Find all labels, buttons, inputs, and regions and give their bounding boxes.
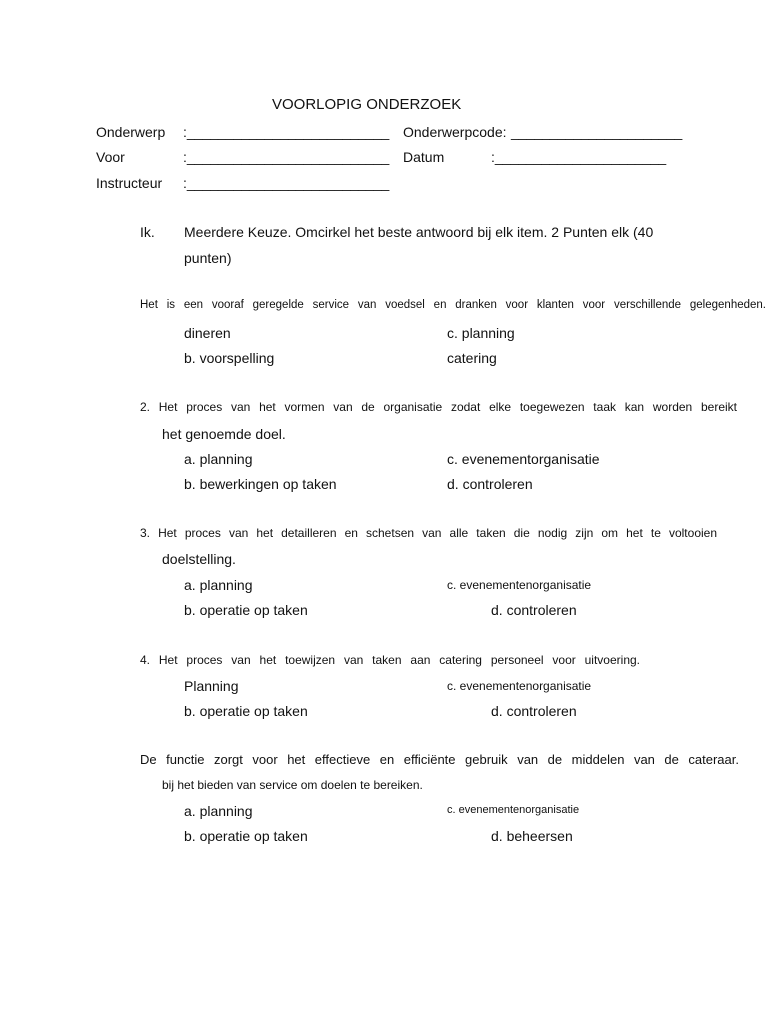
option-c[interactable]: c. evenementenorganisatie [447, 578, 592, 592]
datum-label: Datum [403, 149, 445, 165]
section-line-1: Meerdere Keuze. Omcirkel het beste antwoord bij elk item. 2 Punten elk (40 [184, 224, 654, 240]
onderwerpcode-label: Onderwerpcode: [403, 124, 507, 140]
option-c[interactable]: c. evenementorganisatie [447, 451, 600, 467]
question-text-line-2: doelstelling. [162, 551, 236, 567]
datum-field[interactable]: :______________________ [491, 149, 667, 165]
option-b[interactable]: b. operatie op taken [184, 703, 308, 719]
question-text: 3. Het proces van het detailleren en schetsen van alle taken die nodig zijn om het te voltooien [140, 526, 717, 540]
instructeur-field[interactable]: :__________________________ [183, 175, 390, 191]
option-d[interactable]: d. controleren [491, 703, 577, 719]
option-d[interactable]: d. controleren [491, 602, 577, 618]
section-line-2: punten) [184, 250, 232, 266]
instructeur-label: Instructeur [96, 175, 163, 191]
onderwerpcode-field[interactable]: ______________________ [511, 124, 683, 140]
voor-label: Voor [96, 149, 125, 165]
option-d[interactable]: d. controleren [447, 476, 533, 492]
option-c[interactable]: c. evenementenorganisatie [447, 804, 580, 816]
section-number: Ik. [140, 224, 155, 240]
option-d[interactable]: d. beheersen [491, 828, 573, 844]
option-a[interactable]: a. planning [184, 577, 253, 593]
option-b[interactable]: b. bewerkingen op taken [184, 476, 337, 492]
question-text: 4. Het proces van het toewijzen van taken aan catering personeel voor uitvoering. [140, 653, 640, 667]
option-b[interactable]: b. voorspelling [184, 350, 275, 366]
option-b[interactable]: b. operatie op taken [184, 602, 308, 618]
option-b[interactable]: b. operatie op taken [184, 828, 308, 844]
page-title: VOORLOPIG ONDERZOEK [272, 96, 462, 113]
option-a[interactable]: a. planning [184, 803, 253, 819]
option-c[interactable]: c. evenementenorganisatie [447, 679, 592, 693]
option-c[interactable]: c. planning [447, 325, 515, 341]
option-d[interactable]: catering [447, 350, 497, 366]
option-a[interactable]: a. planning [184, 451, 253, 467]
question-text-line-2: het genoemde doel. [162, 426, 286, 442]
question-text-line-2: bij het bieden van service om doelen te bereiken. [162, 778, 423, 792]
option-a[interactable]: Planning [184, 678, 239, 694]
onderwerp-label: Onderwerp [96, 124, 166, 140]
question-text: Het is een vooraf geregelde service van voedsel en dranken voor klanten voor verschillende gelegenheden. [140, 299, 766, 311]
onderwerp-field[interactable]: :__________________________ [183, 124, 390, 140]
question-text: De functie zorgt voor het effectieve en efficiënte gebruik van de middelen van de cateraar. [140, 752, 739, 767]
voor-field[interactable]: :__________________________ [183, 149, 390, 165]
option-a[interactable]: dineren [184, 325, 231, 341]
question-text: 2. Het proces van het vormen van de organisatie zodat elke toegewezen taak kan worden bereikt [140, 400, 737, 414]
